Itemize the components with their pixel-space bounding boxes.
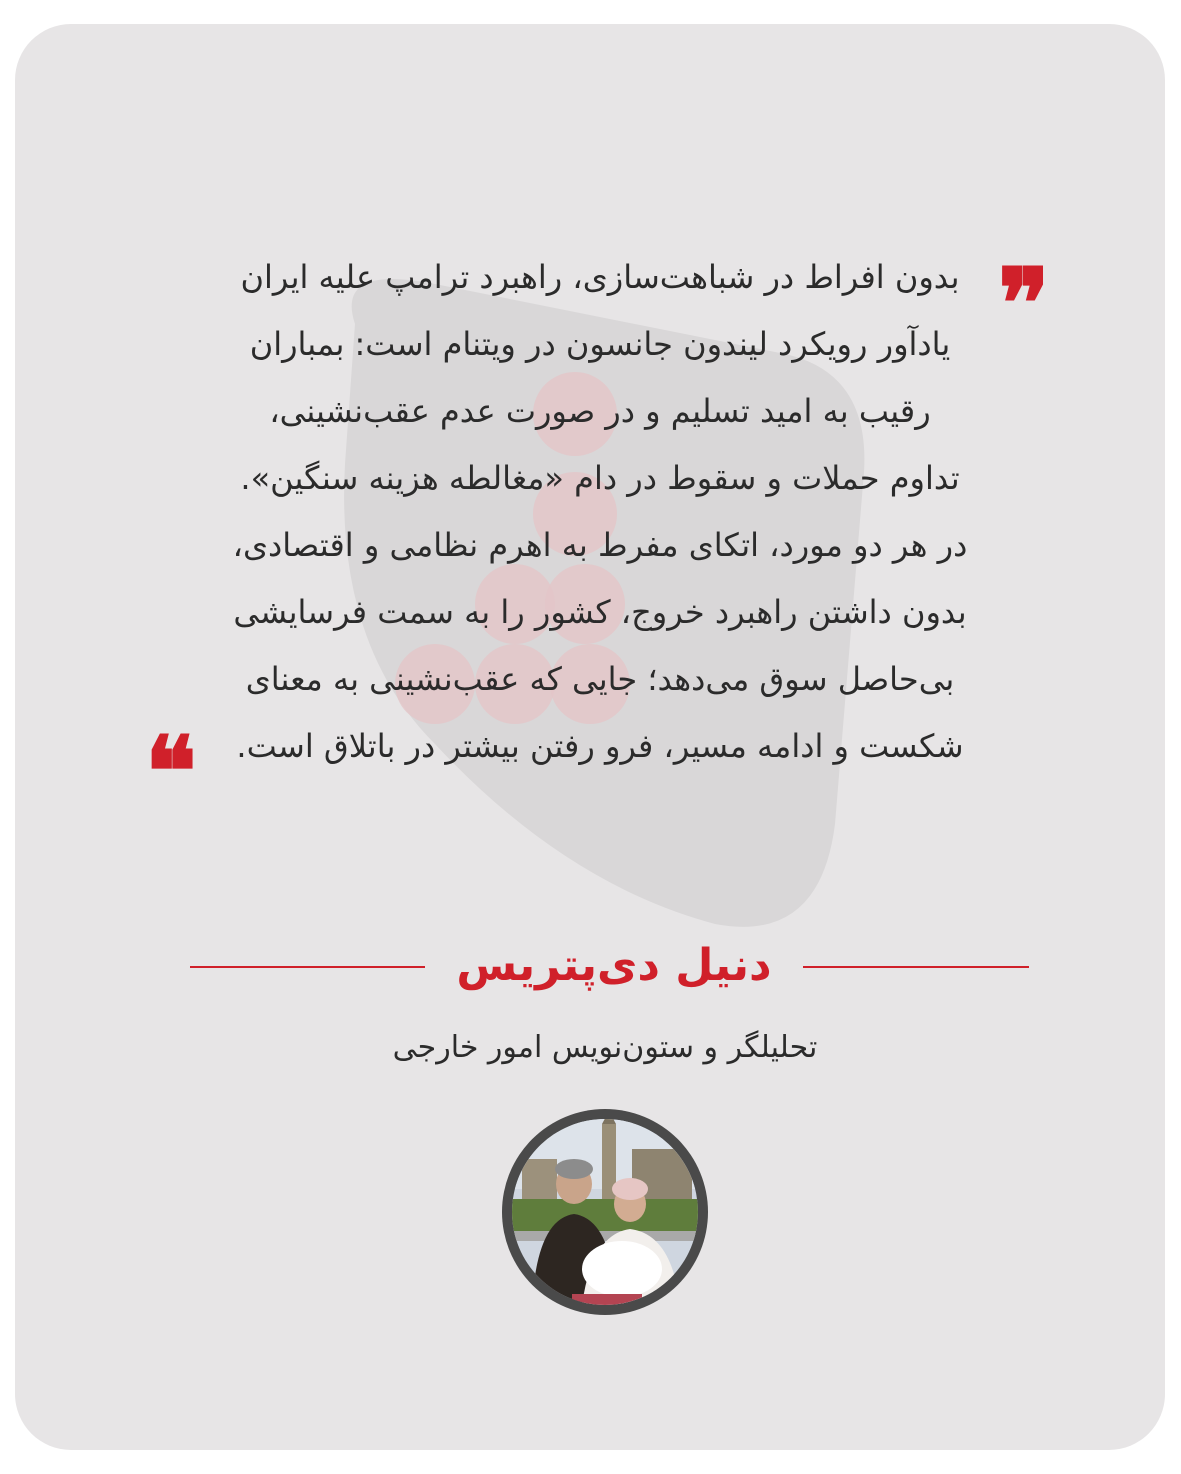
author-role: تحلیلگر و ستون‌نویس امور خارجی	[392, 1030, 818, 1065]
divider-line	[190, 966, 425, 968]
quote-line: شکست و ادامه مسیر، فرو رفتن بیشتر در باتلاق است.	[236, 727, 964, 765]
avatar	[502, 1109, 708, 1315]
author-header	[175, 929, 1035, 1003]
quote-card	[15, 24, 1165, 1450]
quote-line: بی‌حاصل سوق می‌دهد؛ جایی که عقب‌نشینی به معنای	[245, 660, 955, 698]
quote-line: رقیب به امید تسلیم و در صورت عدم عقب‌نشینی،	[269, 392, 931, 430]
quote-line: تداوم حملات و سقوط در دام «مغالطه هزینه سنگین».	[240, 459, 960, 497]
quote-line: بدون داشتن راهبرد خروج، کشور را به سمت فرسایشی	[233, 593, 967, 631]
quote-line: در هر دو مورد، اتکای مفرط به اهرم نظامی و اقتصادی،	[232, 526, 968, 564]
quote-text	[195, 244, 1005, 780]
avatar-photo	[512, 1119, 698, 1305]
quote-line: بدون افراط در شباهت‌سازی، راهبرد ترامپ علیه ایران	[240, 258, 960, 296]
quote-line: یادآور رویکرد لیندون جانسون در ویتنام است: بمباران	[249, 325, 951, 363]
opening-quote-icon: ❝	[145, 715, 197, 828]
divider-line	[803, 966, 1029, 968]
author-name: دنیل دی‌پتریس	[456, 940, 772, 991]
closing-quote-icon: ❞	[998, 247, 1050, 360]
